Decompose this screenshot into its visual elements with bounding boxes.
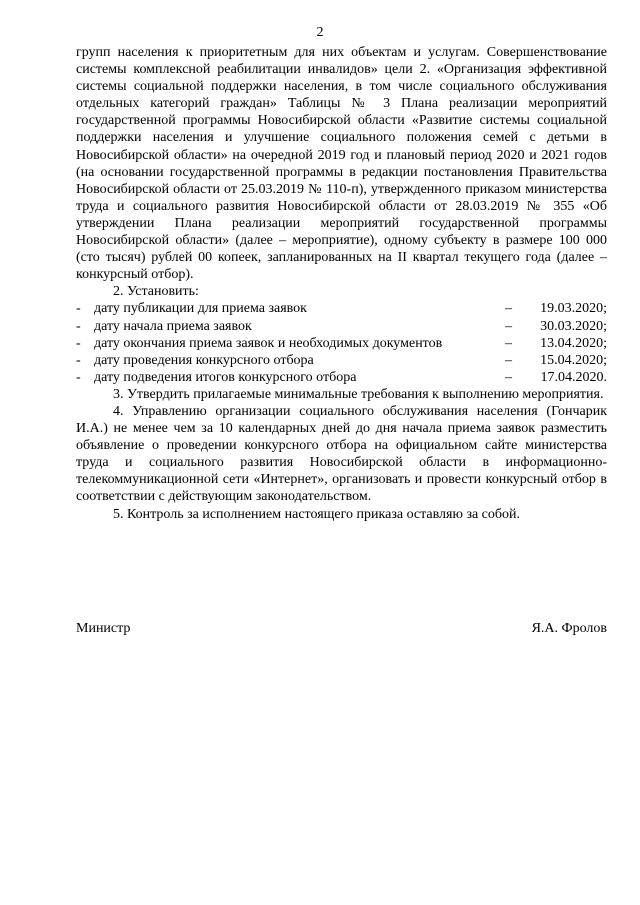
date-row: [76, 369, 607, 386]
date-row: [76, 318, 607, 335]
list-dash: -: [76, 318, 81, 334]
date-label: дату начала приема заявок: [94, 318, 252, 334]
paragraph-5: 5. Контроль за исполнением настоящего приказа оставляю за собой.: [113, 506, 521, 522]
date-label: дату публикации для приема заявок: [94, 301, 307, 317]
list-dash: -: [76, 352, 81, 368]
dates-list: [76, 300, 607, 385]
document-body: [76, 44, 607, 523]
date-value: 19.03.2020;: [540, 301, 607, 317]
date-separator: –: [505, 301, 512, 317]
date-separator: –: [505, 369, 512, 385]
paragraph-1: групп населения к приоритетным для них объектам и услугам. Совершенствование системы комплексной реабилитации инвалидов» цели 2. «Организация эффективной системы социальной поддержки населения, в том числе социального обслуживания отдельных категорий граждан» Таблицы № 3 Плана реализации мероприятий государственной программы Новосибирской области «Развитие системы социальной поддержки населения и улучшение социального положения семей с детьми в Новосибирской области» на очередной 2019 год и плановый период 2020 и 2021 годов (на основании государственной программы в редакции постановления Правительства Новосибирской области от 25.03.2019 № 110-п), утвержденного приказом министерства труда и социального развития Новосибирской области от 28.03.2019 № 355 «Об утверждении Плана реализации мероприятий государственной программы Новосибирской области» (далее – мероприятие), одному субъекту в размере 100 000 (сто тысяч) рублей 00 копеек, запланированных на II квартал текущего года (далее – конкурсный отбор).: [76, 45, 607, 283]
date-row: [76, 300, 607, 317]
signature-block: [76, 620, 607, 637]
date-label: дату подведения итогов конкурсного отбора: [94, 369, 357, 385]
list-dash: -: [76, 335, 81, 351]
paragraph-4: 4. Управлению организации социального обслуживания населения (Гончарик И.А.) не менее чем за 10 календарных дней до дня начала приема заявок разместить объявление о проведении конкурсного отбора на официальном сайте министерства труда и социального развития Новосибирской области в информационно-телекоммуникационной сети «Интернет», организовать и провести конкурсный отбор в соответствии с действующим законодательством.: [76, 403, 607, 505]
paragraph-3: 3. Утвердить прилагаемые минимальные требования к выполнению мероприятия.: [113, 386, 604, 402]
date-separator: –: [505, 352, 512, 368]
date-row: [76, 335, 607, 352]
date-value: 13.04.2020;: [540, 335, 607, 351]
date-value: 15.04.2020;: [540, 352, 607, 368]
date-separator: –: [505, 318, 512, 334]
date-row: [76, 352, 607, 369]
date-separator: –: [505, 335, 512, 351]
date-value: 17.04.2020.: [540, 369, 607, 385]
date-value: 30.03.2020;: [540, 318, 607, 334]
list-dash: -: [76, 301, 81, 317]
page-number: 2: [316, 25, 324, 40]
date-label: дату окончания приема заявок и необходимых документов: [94, 335, 443, 351]
paragraph-2: 2. Установить:: [113, 284, 199, 300]
signatory-name: Я.А. Фролов: [531, 621, 607, 636]
list-dash: -: [76, 369, 81, 385]
signatory-position: Министр: [76, 621, 131, 636]
date-label: дату проведения конкурсного отбора: [94, 352, 314, 368]
